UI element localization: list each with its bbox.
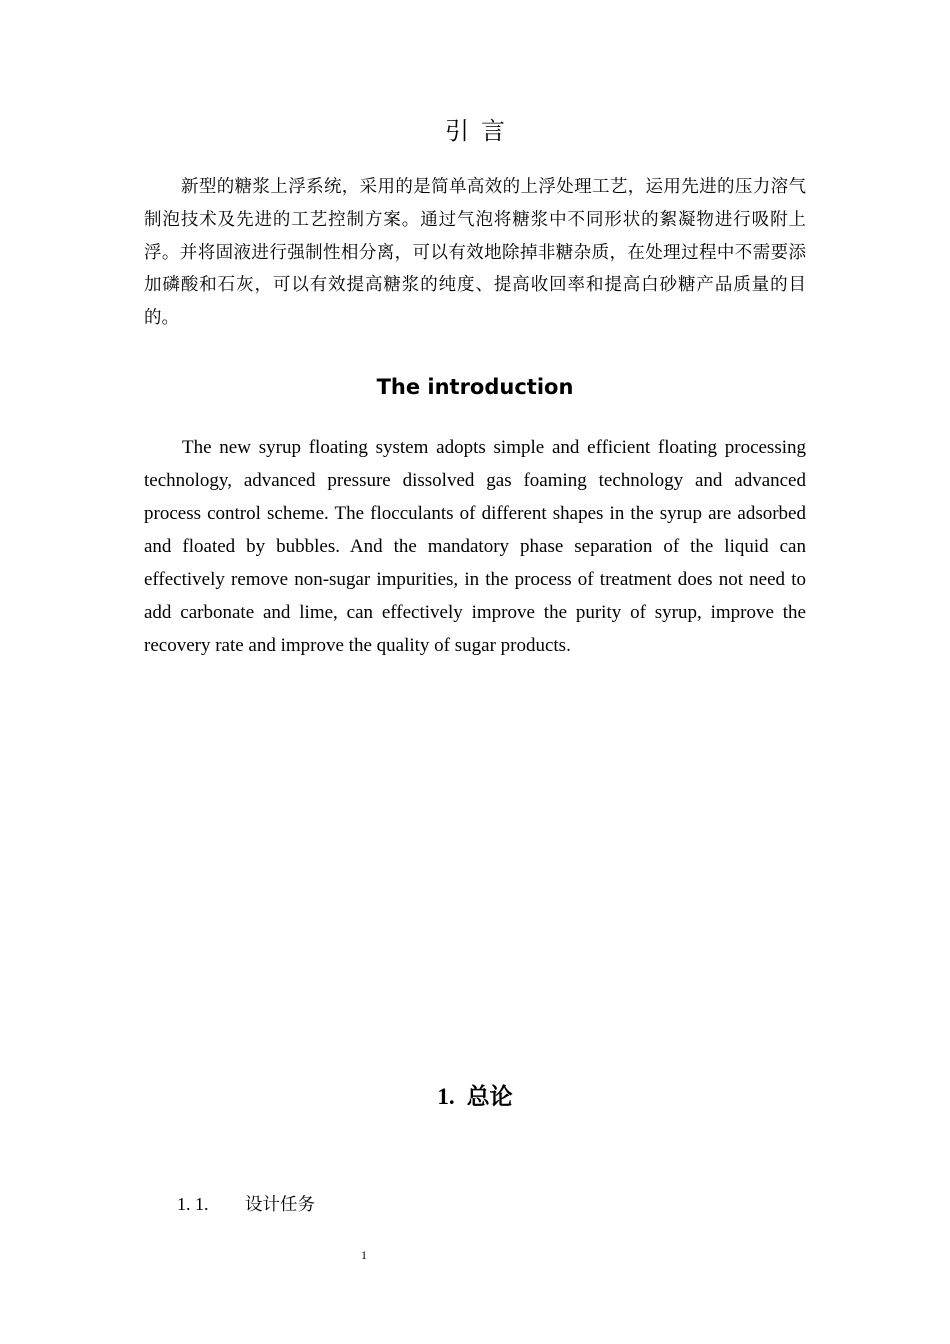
subsection-title: 设计任务 <box>245 1195 315 1215</box>
section-number: 1. <box>437 1084 455 1109</box>
chinese-paragraph: 新型的糖浆上浮系统，采用的是简单高效的上浮处理工艺，运用先进的压力溶气制泡技术及先进的工艺控制方案。通过气泡将糖浆中不同形状的絮凝物进行吸附上浮。并将固液进行强制性相分离，可以有效地除掉非糖杂质，在处理过程中不需要添加磷酸和石灰，可以有效提高糖浆的纯度、提高收回率和提高白砂糖产品质量的目的。 <box>144 177 806 329</box>
chinese-heading: 引言 <box>445 117 517 145</box>
english-paragraph: The new syrup floating system adopts simple and efficient floating processing technology, advanced pressure dissolved gas foaming technology and advanced process control scheme. The flocculants of different shapes in the syrup are adsorbed and floated by bubbles. And the mandatory phase separation of the liquid can effectively remove non-sugar impurities, in the process of treatment does not need to add carbonate and lime, can effectively improve the purity of syrup, improve the recovery rate and improve the quality of sugar products. <box>144 437 806 656</box>
subsection-heading <box>177 1190 315 1219</box>
english-heading: The introduction <box>376 375 574 399</box>
page-number: 1 <box>361 1248 367 1262</box>
subsection-number: 1. 1. <box>177 1194 209 1214</box>
section-title: 总论 <box>466 1084 513 1110</box>
section-heading <box>0 1080 950 1114</box>
